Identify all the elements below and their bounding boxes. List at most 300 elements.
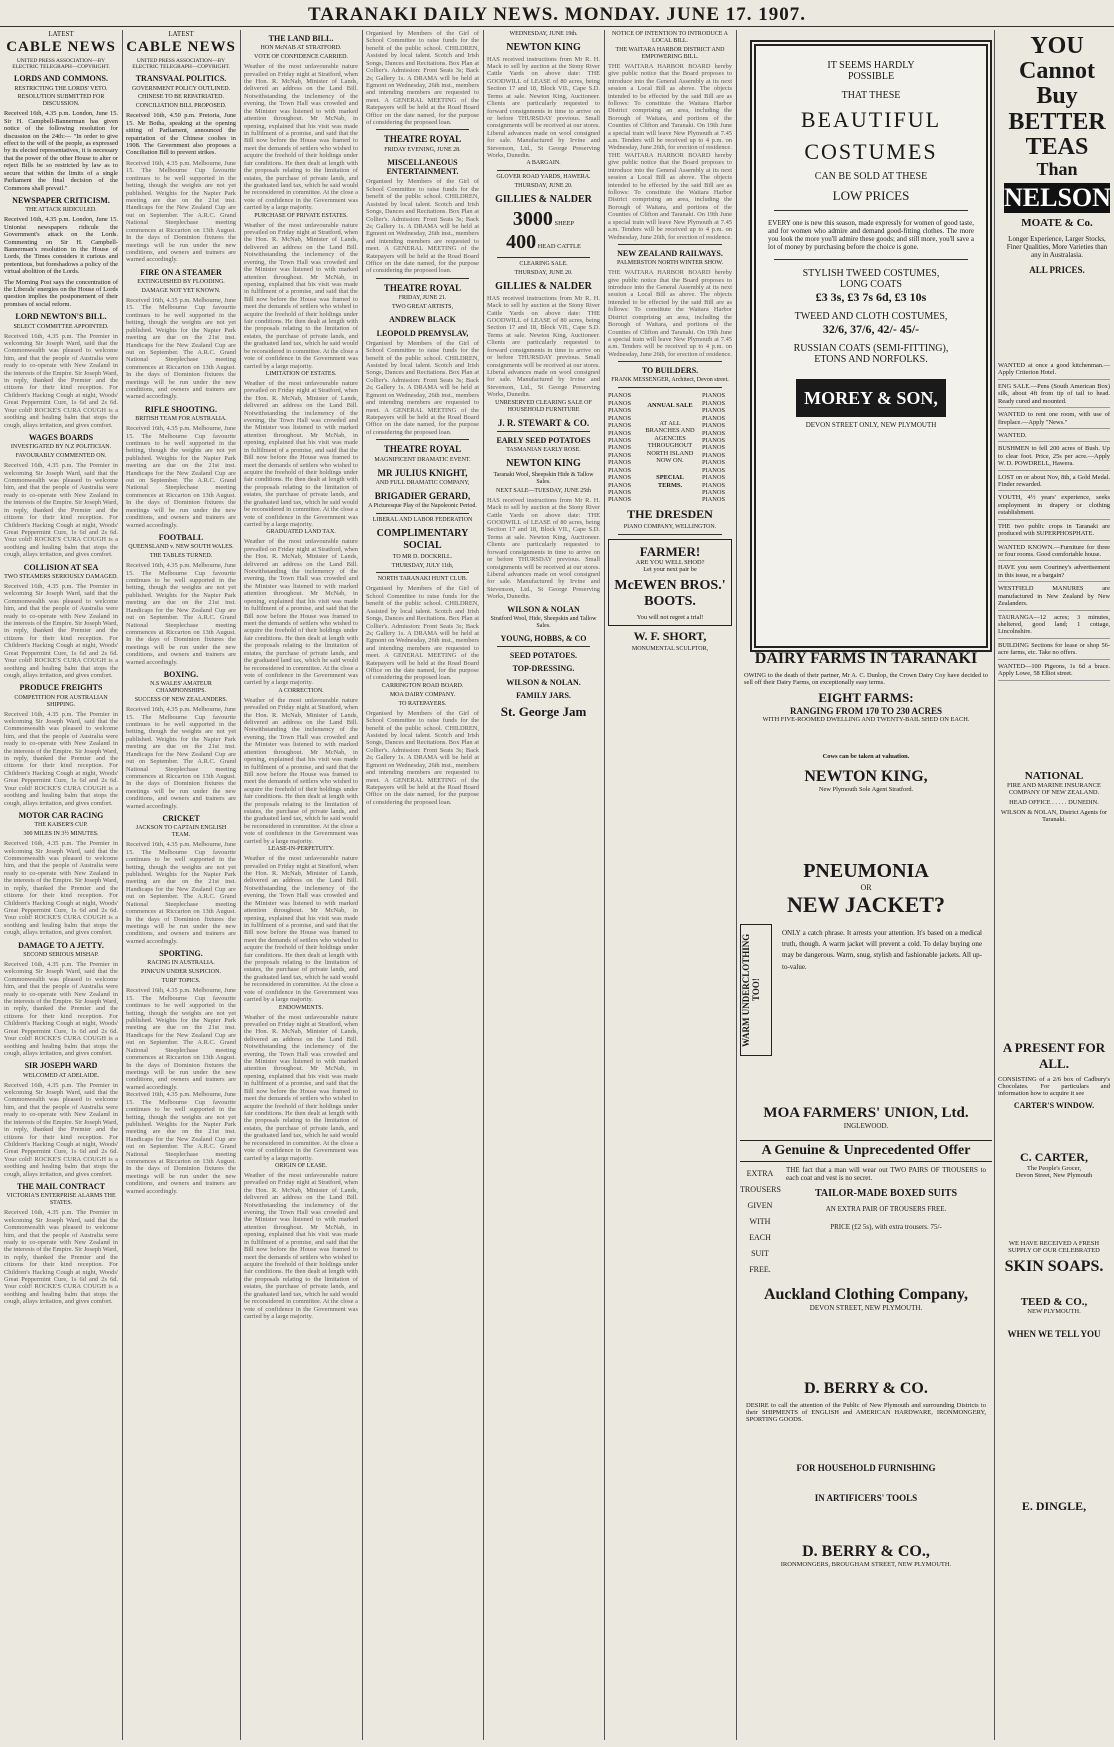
column-cable-news-1: [4, 30, 118, 1740]
article-text: Received 16th, 4.35 p.m. The Premier in welcoming Sir Joseph Ward, said that the Commonwealth was pleased to welcome him, and that the people of Australia were ready to co-operate with New Zealand in the interests of the Empire. Sir Joseph Ward, in reply, thanked the Premier and the citizens for their kind reception. For Children's Hacking Cough at night, Woods' Great Peppermint Cure, 1s 6d and 2s 6d. Your cold! ROCKE'S CURA COUGH is a soothing and healing balm that stops the cough, allays irritation, and gives comfort.: [4, 960, 118, 1057]
subhead: PURCHASE OF PRIVATE ESTATES.: [254, 212, 348, 219]
pianos-word: PIANOS: [608, 496, 632, 504]
column-rule: [604, 30, 605, 1740]
subhead: Taranaki Wool, Sheepskin Hide & Tallow Sales.: [493, 471, 594, 485]
article-text: Received 16th, 4.35 p.m. Melbourne, June 15. The Melbourne Cup favourite continues to be well supported in the betting, though the weights are not yet published. Weights for the Napier Park meeting are due on the 21st inst. Handicaps for the New Zealand Cup are out on September. The A.R.C. Grand National Steeplechase meeting commences at Riccarton on 13th August. In the days of Dominion fixtures the meetings will be run under the new conditions, and owners and trainers are warned accordingly.: [126, 987, 236, 1091]
headline: PRODUCE FREIGHTS: [19, 683, 103, 693]
ad-text: IRONMONGERS, BROUGHAM STREET, NEW PLYMOUTH.: [780, 1561, 952, 1568]
ad-text: Devon Street, New Plymouth: [1015, 1172, 1093, 1179]
pianos-word: PIANOS: [608, 481, 632, 489]
ad-body: CONSISTING of a 2/6 box of Cadbury's Chocolates. For particulars and information how to acquire it see: [998, 1076, 1110, 1097]
ad-heading: NEW ZEALAND RAILWAYS.: [617, 248, 723, 258]
ad-heading: Auckland Clothing Company,: [763, 1286, 969, 1303]
teas-ad: [1004, 34, 1110, 354]
moa-ad: [740, 1105, 992, 1130]
subhead: NEXT SALE—TUESDAY, JUNE 25th: [496, 487, 591, 494]
ad-heading: St. George Jam: [500, 704, 587, 720]
article-text: Received 16th, 4.35 p.m. Melbourne, June 15. The Melbourne Cup favourite continues to be well supported in the betting, though the weights are not yet published. Weights for the Napier Park meeting are due on the 21st inst. Handicaps for the New Zealand Cup are out on September. The A.R.C. Grand National Steeplechase meeting commences at Riccarton on 13th August. In the days of Dominion fixtures the meetings will be run under the new conditions, and owners and trainers are warned accordingly.: [126, 1091, 236, 1195]
ad-heading: MR JULIUS KNIGHT,: [377, 467, 468, 478]
ad-heading: Than: [1036, 158, 1078, 179]
headline: SIR JOSEPH WARD: [24, 1061, 98, 1071]
ad-text: IN ARTIFICERS' TOOLS: [814, 1493, 918, 1503]
classified-ad: WANTED—100 Pigeons, 1s 6d a brace. Apply Lowe, 58 Elliot street.: [998, 663, 1110, 681]
ad-heading: LEOPOLD PREMYSLAV,: [376, 328, 469, 338]
sheep-label: SHEEP: [554, 219, 575, 227]
ad-heading: WILSON & NOLAN.: [506, 677, 581, 687]
article-text: Received 16th, 4.35 p.m. Melbourne, June 15. The Melbourne Cup favourite continues to be well supported in the betting, though the weights are not yet published. Weights for the Napier Park meeting are due on the 21st inst. Handicaps for the New Zealand Cup are out on September. The A.R.C. Grand National Steeplechase meeting commences at Riccarton on 13th August. In the days of Dominion fixtures the meetings will be run under the new conditions, and owners and trainers are warned accordingly.: [126, 562, 236, 666]
article-text: THE WAITARA HARBOR BOARD hereby give public notice that the Board proposes to introduce into the General Assembly at its next session a Local Bill as above. The objects intended to be effected by the said Bill are as follows: To constitute the Waitara Harbor District comprising an area, including the Borough of Waitara, and portions of the Counties of Clifton and Taranaki. On 19th June a special train will leave New Plymouth at 7.45 a.m. Tenders will be received up to 4 p.m. on Wednesday, June 26th, for erection of residence.: [608, 62, 732, 152]
classified-ad: WANTED.: [998, 432, 1110, 442]
subhead: CHINESE TO BE REPATRIATED.: [138, 94, 224, 101]
pianos-word: PIANOS: [608, 488, 632, 496]
subhead: CONCILIATION BILL PROPOSED.: [135, 103, 227, 110]
headline: SPORTING.: [159, 949, 203, 959]
pianos-word: PIANOS: [608, 392, 632, 400]
subhead: VOTE OF CONFIDENCE CARRIED.: [253, 54, 348, 61]
subhead: WEDNESDAY, JUNE 19th.: [509, 31, 578, 37]
article-text: Received 16th, 4.35 p.m. The Premier in welcoming Sir Joseph Ward, said that the Commonwealth was pleased to welcome him, and that the people of Australia were ready to co-operate with New Zealand in the interests of the Empire. Sir Joseph Ward, in reply, thanked the Premier and the citizens for their kind reception. For Children's Hacking Cough at night, Woods' Great Peppermint Cure, 1s 6d and 2s 6d. Your cold! ROCKE'S CURA COUGH is a soothing and healing balm that stops the cough, allays irritation, and gives comfort.: [4, 1081, 118, 1178]
branches-note: AT ALL BRANCHES AND AGENCIES THROUGHOUT NORTH ISLAND NOW ON.: [645, 419, 695, 464]
ad-heading: GILLIES & NALDER: [495, 194, 592, 206]
teed-ad: [998, 1240, 1110, 1514]
ad-text: POSSIBLE: [847, 71, 895, 82]
ad-body: EVERY one is new this season, made expressly for women of good taste, and for women who admire and demand good-fitting clothes. The more you look the more you'll admire these goods; and still more, you'll save a lot of money by purchasing before the choice is gone.: [768, 219, 974, 251]
article-text: Received 16th, 4.35 p.m. London, June 15. Unionist newspapers ridicule the Government's attack on the Lords. Commenting on Sir H. Campbell-Bannerman's resolution in the House of Lords, the Times considers it curious and pretentious, but foreshadows a policy of the virtual abolition of the Lords.: [4, 216, 118, 276]
pianos-word: PIANOS: [608, 414, 632, 422]
ad-body: THE fact that a man will wear out TWO PAIRS OF TROUSERS to each coat and vest is no secret.: [786, 1166, 986, 1182]
pianos-word: PIANOS: [702, 436, 726, 444]
pianos-word: PIANOS: [702, 466, 726, 474]
classified-ad: ENG SALE.—Pens (South American Box) silk, about 4ft from tip of tail to head. Ready cured and mounted.: [998, 383, 1110, 408]
ad-text: OR: [860, 883, 872, 892]
column-land-bill: [244, 30, 358, 1740]
ad-heading: TAILOR-MADE BOXED SUITS: [814, 1188, 958, 1199]
ad-text: Let your next pair be: [643, 566, 697, 574]
present-ad: [998, 1040, 1110, 1179]
subhead: COMPETITION FOR AUSTRALIAN SHIPPING.: [14, 694, 108, 708]
headline: THE LAND BILL.: [268, 34, 334, 43]
subhead: FRIDAY EVENING, JUNE 28.: [384, 146, 461, 153]
price-line: PRICE (£2 5s), with extra trousers. 75/-: [830, 1223, 942, 1231]
ad-text: RANGING FROM 170 TO 230 ACRES: [790, 706, 942, 716]
cattle-count: 400: [506, 231, 537, 254]
ad-heading: BRIGADIER GERARD,: [374, 491, 471, 502]
subhead: THE TABLES TURNED.: [149, 553, 213, 560]
headline: DAMAGE TO A JETTY.: [18, 940, 104, 950]
article-text: Weather of the most unfavourable nature prevailed on Friday night at Stratford, when the Hon. R. McNab, Minister of Lands, delivered an address on the Land Bill. Notwithstanding the inclemency of the evening, the Town Hall was crowded and the Minister was listened to with marked attention throughout. Mr McNab, in opening, explained that his visit was made in fulfilment of a promise, and said that the Bill now before the House was framed to meet the demands of settlers who wished to acquire the freehold of their holdings under fair conditions. He then dealt at length with the proposals relating to the limitation of estates, the purchase of private lands, and the graduated land tax, which he said would be reconsidered in committee. At the close a vote of confidence in the Government was carried by a large majority.: [244, 696, 358, 845]
pianos-word: PIANOS: [702, 451, 726, 459]
pianos-word: PIANOS: [702, 474, 726, 482]
ad-text: TWEED AND CLOTH COSTUMES,: [794, 311, 948, 322]
ad-heading: EIGHT FARMS:: [818, 690, 914, 705]
headline: NEWSPAPER CRITICISM.: [12, 196, 110, 206]
subhead: JACKSON TO CAPTAIN ENGLISH TEAM.: [135, 825, 227, 839]
ad-text: LONG COATS: [840, 279, 902, 290]
ad-text: WE HAVE RECEIVED A FRESH SUPPLY OF OUR CELEBRATED: [1008, 1240, 1100, 1254]
ad-body: DESIRE to call the attention of the Public of New Plymouth and surrounding Districts to their SHIPMENTS of ENGLISH and AMERICAN HARDWARE, IRONMONGERY, SPORTING GOODS.: [746, 1402, 986, 1423]
headline: FOOTBALL: [158, 533, 204, 543]
ad-text: DEVON STREET ONLY, NEW PLYMOUTH: [805, 421, 937, 429]
ad-heading: NATIONAL: [1024, 770, 1084, 782]
subhead: THE ATTACK RIDICULED.: [25, 207, 97, 214]
annual-sale: ANNUAL SALE: [647, 402, 693, 410]
cattle-label: HEAD CATTLE: [537, 243, 581, 251]
ad-heading: TEED & CO.,: [1020, 1296, 1088, 1308]
article-text: Organised by Members of the Girl of School Committee to raise funds for the benefit of the public school. CHILDREN, Assisted by local talent. Scotch and Irish Songs, Dances and Recitations. Box Plan at Collier's. Admission: Front Seats 3s; Back 2s; Gallery 1s. A DRAMA will be held at Egmont on Wednesday, 26th inst., members and intending members are requested to meet. A GENERAL MEETING of the Ratepayers will be held at the Road Board Office on the date named, for the purpose of considering the proposed loan.: [366, 339, 479, 436]
column-rule: [362, 30, 363, 1740]
ad-heading: TOP-DRESSING.: [512, 664, 575, 674]
pianos-word: PIANOS: [702, 459, 726, 467]
pianos-word: PIANOS: [702, 422, 726, 430]
subhead: TO RATEPAYERS.: [398, 700, 447, 707]
vertical-banner: WARM UNDERCLOTHING TOO!: [740, 924, 772, 1056]
article-text: Organised by Members of the Girl of School Committee to raise funds for the benefit of the public school. CHILDREN, Assisted by local talent. Scotch and Irish Songs, Dances and Recitations. Box Plan at Collier's. Admission: Front Seats 3s; Back 2s; Gallery 1s. A DRAMA will be held at Egmont on Wednesday, 26th inst., members and intending members are requested to meet. A GENERAL MEETING of the Ratepayers will be held at the Road Board Office on the date named, for the purpose of considering the proposed loan.: [366, 585, 479, 682]
classified-ad: WANTED at once a good kitchenman.—Apply Criterion Hotel.: [998, 362, 1110, 380]
subhead: FRIDAY, JUNE 21.: [398, 295, 447, 302]
subhead: SUCCESS OF NEW ZEALANDERS.: [134, 697, 228, 704]
pianos-word: PIANOS: [608, 459, 632, 467]
article-text: Received 16th, 4.35 p.m. The Premier in welcoming Sir Joseph Ward, said that the Commonwealth was pleased to welcome him, and that the people of Australia were ready to co-operate with New Zealand in the interests of the Empire. Sir Joseph Ward, in reply, thanked the Premier and the citizens for their kind reception. For Children's Hacking Cough at night, Woods' Great Peppermint Cure, 1s 6d and 2s 6d. Your cold! ROCKE'S CURA COUGH is a soothing and healing balm that stops the cough, allays irritation, and gives comfort.: [4, 840, 118, 937]
ad-heading: BEAUTIFUL: [800, 107, 942, 132]
article-text: Received 16th, 4.35 p.m. The Premier in welcoming Sir Joseph Ward, said that the Commonwealth was pleased to welcome him, and that the people of Australia were ready to co-operate with New Zealand in the interests of the Empire. Sir Joseph Ward, in reply, thanked the Premier and the citizens for their kind reception. For Children's Hacking Cough at night, Woods' Great Peppermint Cure, 1s 6d and 2s 6d. Your cold! ROCKE'S CURA COUGH is a soothing and healing balm that stops the cough, allays irritation, and gives comfort.: [4, 1209, 118, 1306]
subhead: N.S WALES' AMATEUR CHAMPIONSHIPS.: [150, 681, 212, 695]
subhead: UNRESERVED CLEARING SALE OF HOUSEHOLD FURNITURE: [495, 399, 592, 413]
subhead: CLEARING SALE.: [519, 261, 568, 268]
subhead: CARRINGTON ROAD BOARD.: [381, 682, 464, 689]
subhead: PINK'UN UNDER SUSPICION.: [141, 969, 221, 976]
pianos-word: PIANOS: [702, 488, 726, 496]
ad-heading: ANDREW BLACK: [389, 315, 456, 325]
costumes-content: [756, 46, 986, 443]
subhead: TURF TOPICS.: [161, 978, 201, 985]
price-line: £3 3s, £3 7s 6d, £3 10s: [815, 290, 927, 304]
subhead: VICTORIA'S ENTERPRISE ALARMS THE STATES.: [6, 1193, 116, 1207]
subhead: RESOLUTION SUBMITTED FOR DISCUSSION.: [17, 94, 105, 108]
ad-heading: NEWTON KING: [506, 41, 581, 53]
column-rule: [483, 30, 484, 1740]
classified-ad: LOST on or about Nov, 8th, a Gold Medal. Finder rewarded.: [998, 474, 1110, 492]
pianos-word: PIANOS: [608, 451, 632, 459]
column-rule: [736, 30, 737, 1740]
pianos-word: PIANOS: [608, 444, 632, 452]
ad-text: WITH FIVE-ROOMED DWELLING AND TWENTY-BAIL SHED ON EACH.: [762, 716, 970, 723]
ad-heading: THEATRE ROYAL: [383, 444, 462, 455]
ad-heading: LOW PRICES: [832, 188, 910, 203]
subhead: FRANK MESSENGER, Architect, Devon street.: [611, 377, 729, 384]
classified-ad: WANTED KNOWN.—Furniture for three or four rooms. Good comfortable house.: [998, 544, 1110, 562]
ad-heading: COMPLIMENTARY SOCIAL: [376, 528, 469, 551]
headline: RIFLE SHOOTING.: [144, 404, 217, 414]
subhead: TWO STEAMERS SERIOUSLY DAMAGED.: [4, 573, 118, 580]
subhead: GLOVER ROAD YARDS, HAWERA.: [496, 174, 591, 181]
article-text: Received 16th, 4.35 p.m. The Premier in welcoming Sir Joseph Ward, said that the Commonwealth was pleased to welcome him, and that the people of Australia were ready to co-operate with New Zealand in the interests of the Empire. Sir Joseph Ward, in reply, thanked the Premier and the citizens for their kind reception. For Children's Hacking Cough at night, Woods' Great Peppermint Cure, 1s 6d and 2s 6d. Your cold! ROCKE'S CURA COUGH is a soothing and healing balm that stops the cough, allays irritation, and gives comfort.: [4, 710, 118, 807]
ad-heading: D. BERRY & CO.: [804, 1380, 928, 1397]
ad-heading: Cannot: [1018, 58, 1096, 85]
ad-heading: SKIN SOAPS.: [1004, 1258, 1104, 1275]
ad-text: RUSSIAN COATS (SEMI-FITTING),: [793, 343, 949, 354]
headline: LORDS AND COMMONS.: [13, 74, 108, 84]
section-banner: CABLE NEWS: [126, 39, 236, 56]
article-text: Weather of the most unfavourable nature prevailed on Friday night at Stratford, when the Hon. R. McNab, Minister of Lands, delivered an address on the Land Bill. Notwithstanding the inclemency of the evening, the Town Hall was crowded and the Minister was listened to with marked attention throughout. Mr McNab, in opening, explained that his visit was made in fulfilment of a promise, and said that the Bill now before the House was framed to meet the demands of settlers who wished to acquire the freehold of their holdings under fair conditions. He then dealt at length with the proposals relating to the limitation of estates, the purchase of private lands, and the graduated land tax, which he said would be reconsidered in committee. At the close a vote of confidence in the Government was carried by a large majority.: [244, 1013, 358, 1162]
boots-ad: [608, 539, 732, 627]
subhead: GOVERNMENT POLICY OUTLINED.: [131, 85, 231, 92]
subhead: Stratford Wool, Hide, Sheepskin and Tallow Sales.: [490, 615, 597, 629]
article-text: Weather of the most unfavourable nature prevailed on Friday night at Stratford, when the Hon. R. McNab, Minister of Lands, delivered an address on the Land Bill. Notwithstanding the inclemency of the evening, the Town Hall was crowded and the Minister was listened to with marked attention throughout. Mr McNab, in opening, explained that his visit was made in fulfilment of a promise, and said that the Bill now before the House was framed to meet the demands of settlers who wished to acquire the freehold of their holdings under fair conditions. He then dealt at length with the proposals relating to the limitation of estates, the purchase of private lands, and the graduated land tax, which he said would be reconsidered in committee. At the close a vote of confidence in the Government was carried by a large majority.: [244, 855, 358, 1004]
ad-heading: W. F. SHORT,: [633, 629, 707, 644]
subhead: QUEENSLAND v. NEW SOUTH WALES.: [128, 544, 234, 551]
article-text: Weather of the most unfavourable nature prevailed on Friday night at Stratford, when the Hon. R. McNab, Minister of Lands, delivered an address on the Land Bill. Notwithstanding the inclemency of the evening, the Town Hall was crowded and the Minister was listened to with marked attention throughout. Mr McNab, in opening, explained that his visit was made in fulfilment of a promise, and said that the Bill now before the House was framed to meet the demands of settlers who wished to acquire the freehold of their holdings under fair conditions. He then dealt at length with the proposals relating to the limitation of estates, the purchase of private lands, and the graduated land tax, which he said would be reconsidered in committee. At the close a vote of confidence in the Government was carried by a large majority.: [244, 221, 358, 370]
pianos-ad: [608, 392, 732, 503]
ad-heading: WHEN WE TELL YOU: [1007, 1329, 1101, 1339]
pianos-word: PIANOS: [702, 399, 726, 407]
morey-logo: MOREY & SON,: [796, 379, 946, 417]
subhead: PALMERSTON NORTH WINTER SHOW.: [617, 260, 723, 267]
ad-heading: FAMILY JARS.: [516, 690, 571, 700]
ad-text: INGLEWOOD.: [843, 1122, 889, 1130]
headline: FIRE ON A STEAMER: [140, 267, 222, 277]
ad-text: ETONS AND NORFOLKS.: [814, 354, 928, 365]
ad-text: AN EXTRA PAIR OF TROUSERS FREE.: [825, 1205, 947, 1213]
kicker: LATEST: [48, 30, 74, 38]
pianos-word: PIANOS: [608, 466, 632, 474]
ad-text: THAT THESE: [841, 90, 901, 101]
ad-heading: McEWEN BROS.' BOOTS.: [614, 577, 726, 609]
subhead: SECOND SERIOUS MISHAP.: [23, 951, 99, 958]
column-auctions: [487, 30, 600, 1740]
ad-text: FIRE AND MARINE INSURANCE COMPANY OF NEW ZEALAND.: [1007, 782, 1101, 796]
ad-body: Longer Experience, Larger Stocks, Finer Qualities, More Varieties than any in Australasia.: [1006, 234, 1108, 259]
ad-text: WILSON & NOLAN, District Agents for Taranaki.: [1000, 809, 1108, 823]
ad-heading: THEATRE ROYAL: [383, 282, 462, 293]
pianos-word: PIANOS: [608, 436, 632, 444]
pianos-word: PIANOS: [702, 392, 726, 400]
article-text: Received 16th, 4.35 p.m. The Premier in welcoming Sir Joseph Ward, said that the Commonwealth was pleased to welcome him, and that the people of Australia were ready to co-operate with New Zealand in the interests of the Empire. Sir Joseph Ward, in reply, thanked the Premier and the citizens for their kind reception. For Children's Hacking Cough at night, Woods' Great Peppermint Cure, 1s 6d and 2s 6d. Your cold! ROCKE'S CURA COUGH is a soothing and healing balm that stops the cough, allays irritation, and gives comfort.: [4, 462, 118, 559]
trousers-offer-ad: [740, 1140, 992, 1312]
subhead: DAMAGE NOT YET KNOWN.: [141, 288, 221, 295]
subhead: THURSDAY, JULY 11th,: [391, 562, 454, 569]
ad-heading: NEW JACKET?: [787, 892, 945, 917]
article-text: Received 16th, 4.50 p.m. Pretoria, June 15. Mr Botha, speaking at the opening sitting of Parliament, announced the repatriation of the Chinese coolies in 1908. The Government also proposes a Conciliation Bill to prevent strikes.: [126, 112, 236, 157]
ad-heading: THE DRESDEN: [627, 506, 713, 521]
column-rule: [122, 30, 123, 1740]
headline: COLLISION AT SEA: [23, 562, 99, 572]
column-rule: [994, 30, 995, 1740]
column-rule: [240, 30, 241, 1740]
headline: TRANSVAAL POLITICS.: [135, 74, 227, 84]
classified-ad: WANTED to rent one room, with use of fireplace.—Apply "News.": [998, 411, 1110, 429]
section-banner: CABLE NEWS: [6, 39, 116, 56]
ad-text: ALL PRICES.: [1029, 264, 1085, 275]
ad-text: FOR HOUSEHOLD FURNISHING: [796, 1463, 936, 1473]
ad-heading: PNEUMONIA: [803, 860, 929, 882]
ad-body: OWING to the death of their partner, Mr A. C. Dunlop, the Crown Dairy Coy have decided to sell off their Dairy Farms, on exceptionally easy terms.: [744, 672, 988, 686]
nelson-logo: NELSON: [1004, 182, 1111, 212]
article-text: Received 16th, 4.35 p.m. The Premier in welcoming Sir Joseph Ward, said that the Commonwealth was pleased to welcome him, and that the people of Australia were ready to co-operate with New Zealand in the interests of the Empire. Sir Joseph Ward, in reply, thanked the Premier and the citizens for their kind reception. For Children's Hacking Cough at night, Woods' Great Peppermint Cure, 1s 6d and 2s 6d. Your cold! ROCKE'S CURA COUGH is a soothing and healing balm that stops the cough, allays irritation, and gives comfort.: [4, 582, 118, 679]
pianos-word: PIANOS: [702, 414, 726, 422]
article-text: Received 16th, 4.35 p.m. Melbourne, June 15. The Melbourne Cup favourite continues to be well supported in the betting, though the weights are not yet published. Weights for the Napier Park meeting are due on the 21st inst. Handicaps for the New Zealand Cup are out on September. The A.R.C. Grand National Steeplechase meeting commences at Riccarton on 13th August. In the days of Dominion fixtures the meetings will be run under the new conditions, and owners and trainers are warned accordingly.: [126, 296, 236, 401]
column-entertainments: [366, 30, 479, 1740]
article-text: Received 16th, 4.35 p.m. Melbourne, June 15. The Melbourne Cup favourite continues to be well supported in the betting, though the weights are not yet published. Weights for the Napier Park meeting are due on the 21st inst. Handicaps for the New Zealand Cup are out on September. The A.R.C. Grand National Steeplechase meeting commences at Riccarton on 13th August. In the days of Dominion fixtures the meetings will be run under the new conditions, and owners and trainers are warned accordingly.: [126, 841, 236, 945]
article-text: Organised by Members of the Girl of School Committee to raise funds for the benefit of the public school. CHILDREN, Assisted by local talent. Scotch and Irish Songs, Dances and Recitations. Box Plan at Collier's. Admission: Front Seats 3s; Back 2s; Gallery 1s. A DRAMA will be held at Egmont on Wednesday, 26th inst., members and intending members are requested to meet. A GENERAL MEETING of the Ratepayers will be held at the Road Board Office on the date named, for the purpose of considering the proposed loan.: [366, 178, 479, 275]
headline: THE MAIL CONTRACT: [16, 1182, 105, 1192]
wanted-column: [998, 362, 1110, 762]
ad-heading: GILLIES & NALDER: [495, 281, 592, 293]
headline: BOXING.: [163, 670, 199, 680]
subhead: THE WAITARA HARBOR DISTRICT AND EMPOWERING BILL.: [615, 46, 725, 60]
subhead: THE KAISER'S CUP.: [34, 822, 88, 829]
article-text: Received 16th, 4.35 p.m. The Premier in welcoming Sir Joseph Ward, said that the Commonwealth was pleased to welcome him, and that the people of Australia were ready to co-operate with New Zealand in the interests of the Empire. Sir Joseph Ward, in reply, thanked the Premier and the citizens for their kind reception. For Children's Hacking Cough at night, Woods' Great Peppermint Cure, 1s 6d and 2s 6d. Your cold! ROCKE'S CURA COUGH is a soothing and healing balm that stops the cough, allays irritation, and gives comfort.: [4, 332, 118, 429]
kicker: LATEST: [168, 30, 194, 38]
ad-heading: J. R. STEWART & CO.: [497, 417, 590, 428]
article-text: The Morning Post says the concentration of the Liberals' energies on the House of Lords question implies the postponement of their promises of social reform.: [4, 278, 118, 308]
ad-heading: BETTER: [1008, 108, 1106, 135]
subhead: RACING IN AUSTRALIA.: [147, 960, 215, 967]
column-notices: [608, 30, 732, 1740]
byline: UNITED PRESS ASSOCIATION—BY ELECTRIC TELEGRAPH—COPYRIGHT.: [132, 57, 230, 70]
column-cable-news-2: [126, 30, 236, 1740]
subhead: GRADUATED LAND TAX.: [266, 529, 336, 536]
ad-heading: E. DINGLE,: [1021, 1499, 1087, 1513]
subhead: INVESTIGATED BY N.Z POLITICIAN.: [10, 444, 112, 451]
article-text: HAS received instructions from Mr R. H. Mack to sell by auction at the Stony River Cattle Yards on above date: THE GOODWILL of LEASE of 80 acres, being Section 17 and 18, Block VII., Cape S.D. Terms at sale. Newton King, Auctioneer. Clients are particularly requested to forward consignments in time to arrive on or before THURSDAY previous. Small consignments will be received at our stores. Liberal advances made on wool consigned for sale. Manufactured by Irvine and Stevenson, Ltd., St George Preserving Works, Dunedin.: [487, 496, 600, 601]
ad-heading: A PRESENT FOR ALL.: [1002, 1040, 1106, 1071]
article-text: Weather of the most unfavourable nature prevailed on Friday night at Stratford, when the Hon. R. McNab, Minister of Lands, delivered an address on the Land Bill. Notwithstanding the inclemency of the evening, the Town Hall was crowded and the Minister was listened to with marked attention throughout. Mr McNab, in opening, explained that his visit was made in fulfilment of a promise, and said that the Bill now before the House was framed to meet the demands of settlers who wished to acquire the freehold of their holdings under fair conditions. He then dealt at length with the proposals relating to the limitation of estates, the purchase of private lands, and the graduated land tax, which he said would be reconsidered in committee. At the close a vote of confidence in the Government was carried by a large majority.: [244, 63, 358, 212]
ad-body: ONLY a catch phrase. It arrests your attention. It's based on a medical truth, though. A warm jacket will prevent a cold. To delay buying one may be dangerous. Warm, snug, stylish and fashionable jackets. All up-to-value.: [782, 929, 982, 971]
subhead: WELCOMED AT ADELAIDE.: [22, 1072, 100, 1079]
pianos-word: PIANOS: [702, 429, 726, 437]
article-text: THE WAITARA HARBOR BOARD hereby give public notice that the Board proposes to introduce into the General Assembly at its next session a Local Bill as above. The objects intended to be effected by the said Bill are as follows: To constitute the Waitara Harbor District comprising an area, including the Borough of Waitara, and portions of the Counties of Clifton and Taranaki. On 19th June a special train will leave New Plymouth at 7.45 a.m. Tenders will be received up to 4 p.m. on Wednesday, June 26th, for erection of residence.: [608, 151, 732, 241]
ad-heading: NEWTON KING,: [804, 768, 928, 785]
ad-heading: COSTUMES: [804, 139, 938, 164]
subhead: NORTH TARANAKI HUNT CLUB.: [377, 576, 468, 583]
subhead: BRITISH TEAM FOR AUSTRALIA.: [135, 416, 227, 423]
ad-heading: YOUNG, HOBBS, & CO: [500, 633, 587, 643]
ad-heading: TEAS: [1025, 133, 1089, 160]
subhead: THURSDAY, JUNE 20.: [514, 183, 573, 190]
article-text: Organised by Members of the Girl of School Committee to raise funds for the benefit of the public school. CHILDREN, Assisted by local talent. Scotch and Irish Songs, Dances and Recitations. Box Plan at Collier's. Admission: Front Seats 3s; Back 2s; Gallery 1s. A DRAMA will be held at Egmont on Wednesday, 26th inst., members and intending members are requested to meet. A GENERAL MEETING of the Ratepayers will be held at the Road Board Office on the date named, for the purpose of considering the proposed loan.: [366, 30, 479, 127]
subhead: LIBERAL AND LABOR FEDERATION: [372, 517, 473, 524]
pianos-word: PIANOS: [702, 444, 726, 452]
ad-text: CARTER'S WINDOW.: [1013, 1101, 1095, 1110]
ad-text: ARE YOU WELL SHOD?: [635, 558, 705, 566]
ad-heading: THEATRE ROYAL: [383, 134, 462, 145]
article-text: HAS received instructions from Mr R. H. Mack to sell by auction at the Stony River Cattle Yards on above date: THE GOODWILL of LEASE of 80 acres, being Section 17 and 18, Block VII., Cape S.D. Terms at sale. Newton King, Auctioneer. Clients are particularly requested to forward consignments in time to arrive on or before THURSDAY previous. Small consignments will be received at our stores. Liberal advances made on wool consigned for sale. Manufactured by Irvine and Stevenson, Ltd., St George Preserving Works, Dunedin.: [487, 55, 600, 160]
subhead: 300 MILES IN 3½ MINUTES.: [23, 831, 99, 838]
subhead: ORIGIN OF LEASE.: [275, 1162, 327, 1169]
special-terms: SPECIAL TERMS.: [656, 474, 684, 489]
subhead: THURSDAY, JUNE 20.: [514, 270, 573, 277]
ad-heading: D. BERRY & CO.,: [802, 1543, 930, 1560]
pianos-word: PIANOS: [608, 422, 632, 430]
pianos-word: PIANOS: [608, 399, 632, 407]
ad-heading: EARLY SEED POTATOES: [496, 436, 591, 446]
subhead: LIMITATION OF ESTATES.: [265, 371, 337, 377]
pianos-word: PIANOS: [702, 496, 726, 504]
article-text: Weather of the most unfavourable nature prevailed on Friday night at Stratford, when the Hon. R. McNab, Minister of Lands, delivered an address on the Land Bill. Notwithstanding the inclemency of the evening, the Town Hall was crowded and the Minister was listened to with marked attention throughout. Mr McNab, in opening, explained that his visit was made in fulfilment of a promise, and said that the Bill now before the House was framed to meet the demands of settlers who wished to acquire the freehold of their holdings under fair conditions. He then dealt at length with the proposals relating to the limitation of estates, the purchase of private lands, and the graduated land tax, which he said would be reconsidered in committee. At the close a vote of confidence in the Government was carried by a large majority.: [244, 379, 358, 528]
subhead: FAVOURABLY COMMENTED ON.: [15, 453, 107, 460]
classified-ad: BUSHMEN to fell 200 acres of Bush. Up to clear foot. Price, 25s per acre.—Apply W. D. POWDRELL, Hawera.: [998, 445, 1110, 470]
classified-ad: THE two public crops in Taranaki are produced with SUPERPHOSPHATE.: [998, 523, 1110, 541]
byline: UNITED PRESS ASSOCIATION—BY ELECTRIC TELEGRAPH—COPYRIGHT.: [12, 57, 110, 70]
berry-ad: [740, 1380, 992, 1568]
article-text: Weather of the most unfavourable nature prevailed on Friday night at Stratford, when the Hon. R. McNab, Minister of Lands, delivered an address on the Land Bill. Notwithstanding the inclemency of the evening, the Town Hall was crowded and the Minister was listened to with marked attention throughout. Mr McNab, in opening, explained that his visit was made in fulfilment of a promise, and said that the Bill now before the House was framed to meet the demands of settlers who wished to acquire the freehold of their holdings under fair conditions. He then dealt at length with the proposals relating to the limitation of estates, the purchase of private lands, and the graduated land tax, which he said would be reconsidered in committee. At the close a vote of confidence in the Government was carried by a large majority.: [244, 538, 358, 687]
masthead-rule: [0, 26, 1114, 27]
insurance-ad: [998, 770, 1110, 823]
ad-heading: A Genuine & Unprecedented Offer: [740, 1140, 992, 1162]
article-text: Weather of the most unfavourable nature prevailed on Friday night at Stratford, when the Hon. R. McNab, Minister of Lands, delivered an address on the Land Bill. Notwithstanding the inclemency of the evening, the Town Hall was crowded and the Minister was listened to with marked attention throughout. Mr McNab, in opening, explained that his visit was made in fulfilment of a promise, and said that the Bill now before the House was framed to meet the demands of settlers who wished to acquire the freehold of their holdings under fair conditions. He then dealt at length with the proposals relating to the limitation of estates, the purchase of private lands, and the graduated land tax, which he said would be reconsidered in committee. At the close a vote of confidence in the Government was carried by a large majority.: [244, 1171, 358, 1320]
classified-ad: YOUTH, 4½ years' experience, seeks employment in drapery or clothing establishment.: [998, 494, 1110, 519]
ad-text: You will not regret a trial!: [636, 614, 704, 622]
classified-ad: HAVE you seen Courtney's advertisement in this issue, re a bargain?: [998, 564, 1110, 582]
headline: LORD NEWTON'S BILL.: [15, 312, 107, 322]
pianos-word: PIANOS: [608, 407, 632, 415]
ad-heading: DAIRY FARMS IN TARANAKI: [754, 650, 978, 667]
article-text: Received 16th, 4.35 p.m. Melbourne, June 15. The Melbourne Cup favourite continues to be well supported in the betting, though the weights are not yet published. Weights for the Napier Park meeting are due on the 21st inst. Handicaps for the New Zealand Cup are out on September. The A.R.C. Grand National Steeplechase meeting commences at Riccarton on 13th August. In the days of Dominion fixtures the meetings will be run under the new conditions, and owners and trainers are warned accordingly.: [126, 706, 236, 810]
pianos-word: PIANOS: [702, 481, 726, 489]
subhead: NOTICE OF INTENTION TO INTRODUCE A LOCAL BILL.: [612, 31, 728, 44]
article-text: Received 16th, 4.35 p.m. Melbourne, June 15. The Melbourne Cup favourite continues to be well supported in the betting, though the weights are not yet published. Weights for the Napier Park meeting are due on the 21st inst. Handicaps for the New Zealand Cup are out on September. The A.R.C. Grand National Steeplechase meeting commences at Riccarton on 13th August. In the days of Dominion fixtures the meetings will be run under the new conditions, and owners and trainers are warned accordingly.: [126, 159, 236, 264]
pneumonia-ad: [740, 860, 992, 1056]
price-line: 32/6, 37/6, 42/- 45/-: [822, 322, 920, 336]
subhead: TWO GREAT ARTISTS,: [391, 304, 454, 311]
headline: WAGES BOARDS: [28, 433, 94, 442]
subhead: AND FULL DRAMATIC COMPANY,: [375, 480, 470, 487]
ad-text: STYLISH TWEED COSTUMES,: [802, 268, 940, 279]
subhead: TO MR D. DOCKRILL.: [392, 553, 453, 560]
subhead: A BARGAIN.: [526, 160, 561, 167]
ad-heading: NEWTON KING: [506, 458, 581, 470]
classified-ad: BUILDING Sections for lease or shop 56-acre farms, etc. Take no offers.: [998, 642, 1110, 660]
pianos-word: PIANOS: [702, 407, 726, 415]
ad-text: EXTRA TROUSERS GIVEN WITH EACH SUIT FREE.: [740, 1169, 781, 1274]
sheep-count: 3000: [512, 207, 553, 230]
subhead: A CORRECTION.: [278, 687, 324, 694]
dairy-farms-ad: [740, 650, 992, 793]
ad-text: Cows can be taken at valuation.: [822, 753, 910, 760]
ad-heading: YOU: [1030, 33, 1084, 59]
article-text: Received 16th, 4.35 p.m. Melbourne, June 15. The Melbourne Cup favourite continues to be well supported in the betting, though the weights are not yet published. Weights for the Napier Park meeting are due on the 21st inst. Handicaps for the New Zealand Cup are out on September. The A.R.C. Grand National Steeplechase meeting commences at Riccarton on 13th August. In the days of Dominion fixtures the meetings will be run under the new conditions, and owners and trainers are warned accordingly.: [126, 425, 236, 529]
subhead: EXTINGUISHED BY FLOODING.: [137, 279, 225, 286]
pianos-word: PIANOS: [608, 474, 632, 482]
ad-text: HEAD OFFICE . . . . . DUNEDIN.: [1009, 799, 1099, 806]
headline: MOTOR CAR RACING: [18, 811, 104, 821]
pianos-word: PIANOS: [608, 429, 632, 437]
article-text: THE WAITARA HARBOR BOARD hereby give public notice that the Board proposes to introduce into the General Assembly at its next session a Local Bill as above. The objects intended to be effected by the said Bill are as follows: To constitute the Waitara Harbor District comprising an area, including the Borough of Waitara, and portions of the Counties of Clifton and Taranaki. On 19th June a special train will leave New Plymouth at 7.45 a.m. Tenders will be received up to 4 p.m. on Wednesday, June 26th, for erection of residence.: [608, 269, 732, 358]
subhead: HON McNAB AT STRATFORD.: [260, 45, 342, 52]
wanted-list: [998, 362, 1110, 681]
masthead: TARANAKI DAILY NEWS. MONDAY. JUNE 17. 1907.: [307, 4, 806, 25]
ad-heading: MOATE & Co.: [1021, 216, 1093, 229]
subhead: MOA DAIRY COMPANY.: [389, 691, 456, 698]
ad-heading: SEED POTATOES.: [509, 651, 578, 661]
subhead: RESTRICTING THE LORDS' VETO.: [14, 85, 108, 92]
ad-heading: C. CARTER,: [1020, 1150, 1088, 1164]
ad-text: IT SEEMS HARDLY: [827, 60, 915, 71]
subhead: SELECT COMMITTEE APPOINTED.: [13, 323, 109, 330]
ad-heading: Buy: [1036, 83, 1078, 110]
subhead: MAGNIFICENT DRAMATIC EVENT.: [374, 456, 471, 463]
classified-ad: TAURANGA—12 acres; 3 minutes, sheltered, good land; 1 cottage, Lincolnshire.: [998, 614, 1110, 639]
subhead: ENDOWMENTS.: [278, 1004, 324, 1011]
subhead: MONUMENTAL SCULPTOR,: [631, 646, 709, 653]
ad-text: New Plymouth Sole Agent Stratford.: [818, 786, 914, 793]
ad-text: DEVON STREET, NEW PLYMOUTH.: [809, 1304, 923, 1312]
article-text: Received 16th, 4.35 p.m. London, June 15. Sir H. Campbell-Bannerman has given notice of the following resolution for discussion on the 24th:— "In order to give effect to the will of the people, as expressed by its elected representatives, it is necessary that the power of the other House to alter or reject Bills be so restricted by law as to secure that within the limits of a single Parliament the final decision of the Commons shall prevail.": [4, 110, 118, 192]
ad-heading: MISCELLANEOUS ENTERTAINMENT.: [386, 157, 459, 177]
ad-heading: MOA FARMERS' UNION, Ltd.: [763, 1105, 969, 1121]
article-text: HAS received instructions from Mr R. H. Mack to sell by auction at the Stony River Cattle Yards on above date: THE GOODWILL of LEASE of 80 acres, being Section 17 and 18, Block VII., Cape S.D. Terms at sale. Newton King, Auctioneer. Clients are particularly requested to forward consignments in time to arrive on or before THURSDAY previous. Small consignments will be received at our stores. Liberal advances made on wool consigned for sale. Manufactured by Irvine and Stevenson, Ltd., St George Preserving Works, Dunedin.: [487, 294, 600, 399]
subhead: LEASE-IN-PERPETUITY.: [268, 846, 334, 853]
